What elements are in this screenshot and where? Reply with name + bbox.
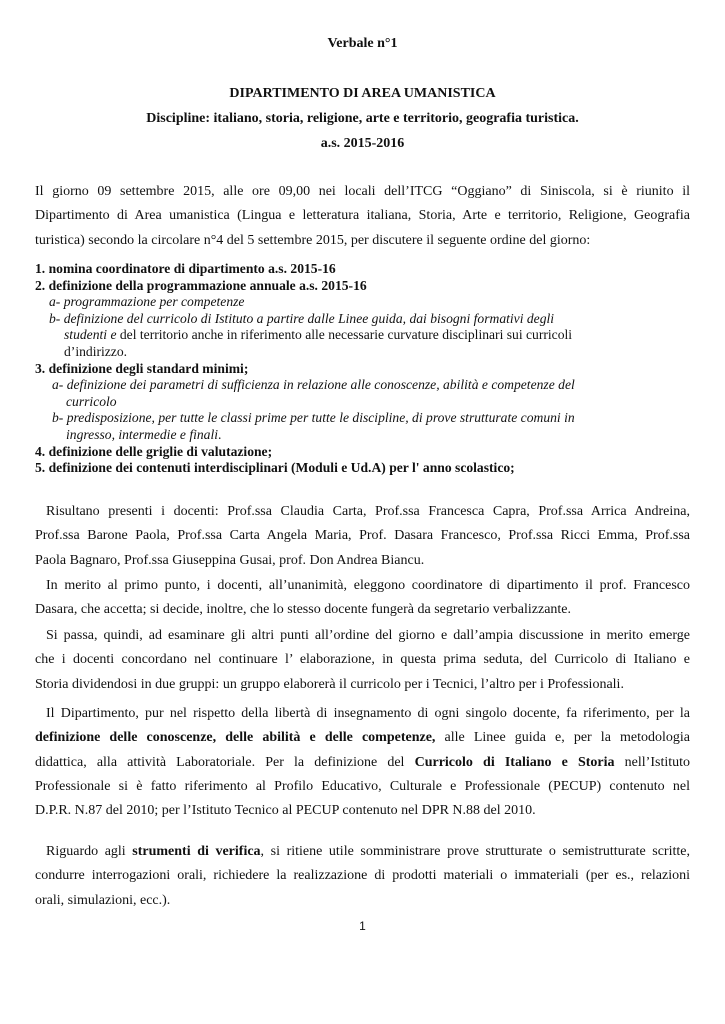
department-line xyxy=(35,726,690,750)
agenda-item-2b-end: d’indirizzo. xyxy=(64,343,128,359)
second-point-line: Storia dividendosi in due gruppi: un gruppo elaborerà il curricolo per i Tecnici, l’altro per i Professionali. xyxy=(35,676,624,692)
agenda-item-3b-cont xyxy=(35,427,695,444)
agenda-text: del territorio anche in riferimento alle necessarie curvature disciplinari sui curricoli xyxy=(116,327,573,343)
attendees-line: Prof.ssa Barone Paola, Prof.ssa Carta Angela Maria, Prof. Dasara Francesco, Prof.ssa Ricci Emma, Prof.ssa xyxy=(35,528,690,544)
department-line: Il Dipartimento, pur nel rispetto della libertà di insegnamento di ogni singolo docente, fa riferimento, per la xyxy=(46,706,690,721)
agenda-item-2: 2. definizione della programmazione annuale a.s. 2015-16 xyxy=(35,277,367,293)
agenda-text-italic: ingresso, intermedie e finali xyxy=(66,426,219,442)
agenda-item-3b: b- predisposizione, per tutte le classi prime per tutte le discipline, di prove strutturate comuni in xyxy=(52,410,575,426)
bold-text: strumenti di verifica xyxy=(132,844,261,859)
first-point-line: In merito al primo punto, i docenti, all’unanimità, eleggono coordinatore di dipartimento il prof. Francesco xyxy=(46,578,690,593)
second-point-line: Si passa, quindi, ad esaminare gli altri punti all’ordine del giorno e dall’ampia discussione in merito emerge xyxy=(46,628,690,643)
agenda-item-2a: a- programmazione per competenze xyxy=(49,294,245,310)
agenda-list xyxy=(35,261,695,477)
department-title: DIPARTIMENTO DI AREA UMANISTICA xyxy=(229,86,496,101)
intro-line: Dipartimento di Area umanistica (Lingua e letteratura italiana, Storia, Arte e territorio, Religione, Geografia xyxy=(35,208,690,224)
agenda-item-1: 1. nomina coordinatore di dipartimento a.s. 2015-16 xyxy=(35,261,336,276)
agenda-item-3a: a- definizione dei parametri di sufficienza in relazione alle conoscenze, abilità e competenze del xyxy=(52,377,575,393)
department-line: Professionale si è fatto riferimento al Profilo Educativo, Culturale e Professionale (PECUP) contenuto nel xyxy=(35,778,690,794)
text: , si ritiene utile somministrare prove strutturate o semistrutturate scritte, xyxy=(260,844,690,859)
text: nell’Istituto xyxy=(614,754,691,770)
agenda-text-italic: studenti e xyxy=(64,327,117,343)
agenda-item-5: 5. definizione dei contenuti interdisciplinari (Moduli e Ud.A) per l' anno scolastico; xyxy=(35,460,515,476)
attendees-line: Risultano presenti i docenti: Prof.ssa Claudia Carta, Prof.ssa Francesca Capra, Prof.ssa Arrica Andreina, xyxy=(46,504,690,519)
school-year: a.s. 2015-2016 xyxy=(320,136,405,151)
text: didattica, alla attività Laboratoriale. Per la definizione del xyxy=(35,754,415,770)
disciplines-line: Discipline: italiano, storia, religione, arte e territorio, geografia turistica. xyxy=(146,111,579,126)
verification-line xyxy=(35,840,690,864)
second-point-line: che i docenti concordano nel continuare l’ elaborazione, in questa prima seduta, del Curricolo di Italiano e xyxy=(35,652,690,668)
agenda-item-3: 3. definizione degli standard minimi; xyxy=(35,360,249,376)
first-point-line: Dasara, che accetta; si decide, inoltre, che lo stesso docente fungerà da segretario verbalizzante. xyxy=(35,602,572,618)
agenda-text: . xyxy=(218,426,222,442)
text: Riguardo agli xyxy=(46,844,133,859)
intro-paragraph xyxy=(35,180,690,253)
bold-text: Curricolo di Italiano e Storia xyxy=(414,754,615,770)
department-line xyxy=(35,751,690,775)
intro-line: turistica) secondo la circolare n°4 del 5 settembre 2015, per discutere il seguente ordine del giorno: xyxy=(35,232,591,248)
bold-text: definizione delle conoscenze, delle abilità e delle competenze, xyxy=(35,730,436,746)
verbale-title: Verbale n°1 xyxy=(327,36,398,51)
agenda-item-3a-cont: curricolo xyxy=(66,393,117,409)
text: alle Linee guida e, per la metodologia xyxy=(435,730,691,746)
department-line: D.P.R. N.87 del 2010; per l’Istituto Tecnico al PECUP contenuto nel DPR N.88 del 2010. xyxy=(35,803,536,819)
second-point-paragraph xyxy=(35,624,690,697)
verification-paragraph xyxy=(35,840,690,913)
agenda-item-2b-cont xyxy=(35,327,695,344)
intro-line: Il giorno 09 settembre 2015, alle ore 09,00 nei locali dell’ITCG “Oggiano” di Siniscola, si è riunito il xyxy=(35,184,690,199)
attendees-line: Paola Bagnaro, Prof.ssa Giuseppina Gusai, prof. Don Andrea Biancu. xyxy=(35,552,425,568)
agenda-item-4: 4. definizione delle griglie di valutazione; xyxy=(35,443,273,459)
agenda-item-2b: b- definizione del curricolo di Istituto a partire dalle Linee guida, dai bisogni formativi degli xyxy=(49,310,555,326)
verification-line: condurre interrogazioni orali, richiedere la realizzazione di prodotti materiali o immateriali (per es., relazioni xyxy=(35,868,690,884)
department-paragraph xyxy=(35,702,690,823)
attendees-paragraph xyxy=(35,500,690,573)
verification-line: orali, simulazioni, ecc.). xyxy=(35,892,171,908)
first-point-paragraph xyxy=(35,574,690,623)
page-number: 1 xyxy=(359,919,366,933)
